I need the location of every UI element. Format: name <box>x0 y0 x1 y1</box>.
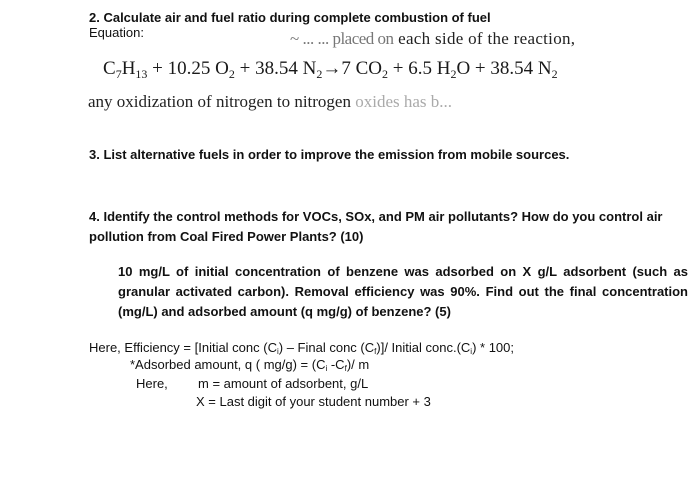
o2-coefficient: 10.25 <box>167 58 211 79</box>
header-text: each side of the reaction, <box>393 29 576 48</box>
adsorbed-amount-formula: *Adsorbed amount, q ( $mg/g) = (C_i$ $-C_f)/$ m <box>130 357 370 373</box>
adsorption-problem: 10 mg/L of initial concentration of benzene was adsorbed on X g/L adsorbent (such as granular activated carbon). Removal efficiency was 90%. Find out the final concentration (mg/L) and adsorbed amount (q mg/g) of benzene? (5) <box>118 264 688 319</box>
question-3-title: 3. List alternative fuels in order to improve the emission from mobile sources. <box>89 147 570 162</box>
here-label: Here, <box>136 376 168 391</box>
x-definition: X = Last digit of your student number + 3 <box>196 394 431 409</box>
footer-text: any oxidization of nitrogen to nitrogen <box>88 92 351 111</box>
faded-header-text: ~ ... ... placed on <box>290 29 394 48</box>
h2o-coefficient: 6.5 <box>408 58 432 79</box>
cropped-equation-footer <box>88 92 452 112</box>
fuel-formula: $C_7H_{13}$ <box>103 58 148 81</box>
efficiency-formula: Here, Efficiency = [Initial conc $(C_i)$ – Final conc $(C_f)]/$ Initial $conc.(C_i) * 100$; <box>89 340 514 356</box>
n2-coefficient: 38.54 <box>255 58 298 79</box>
cropped-equation-header <box>290 29 575 49</box>
equation-label: Equation: <box>89 25 144 40</box>
question-4-title: 4. Identify the control methods for VOCs, SOx, and PM air pollutants? How do you control air pollution from Coal Fired Power Plants? (10) <box>89 209 663 244</box>
n2-out-coefficient: 38.54 <box>490 58 534 79</box>
combustion-equation: $C_7H_{13} + 10.25$ $O_2 + 38.54$ $N_2\to 7$ $CO_2 + 6.5$ $H_2O + 38.54$ $N_2$ <box>103 58 558 81</box>
reaction-arrow: → <box>322 58 342 79</box>
faded-footer-text: oxides has b... <box>350 92 453 111</box>
co2-coefficient: 7 <box>341 58 351 79</box>
m-definition: m = amount of adsorbent, g/L <box>198 376 369 391</box>
question-2-title: 2. Calculate air and fuel ratio during complete combustion of fuel <box>89 10 491 25</box>
